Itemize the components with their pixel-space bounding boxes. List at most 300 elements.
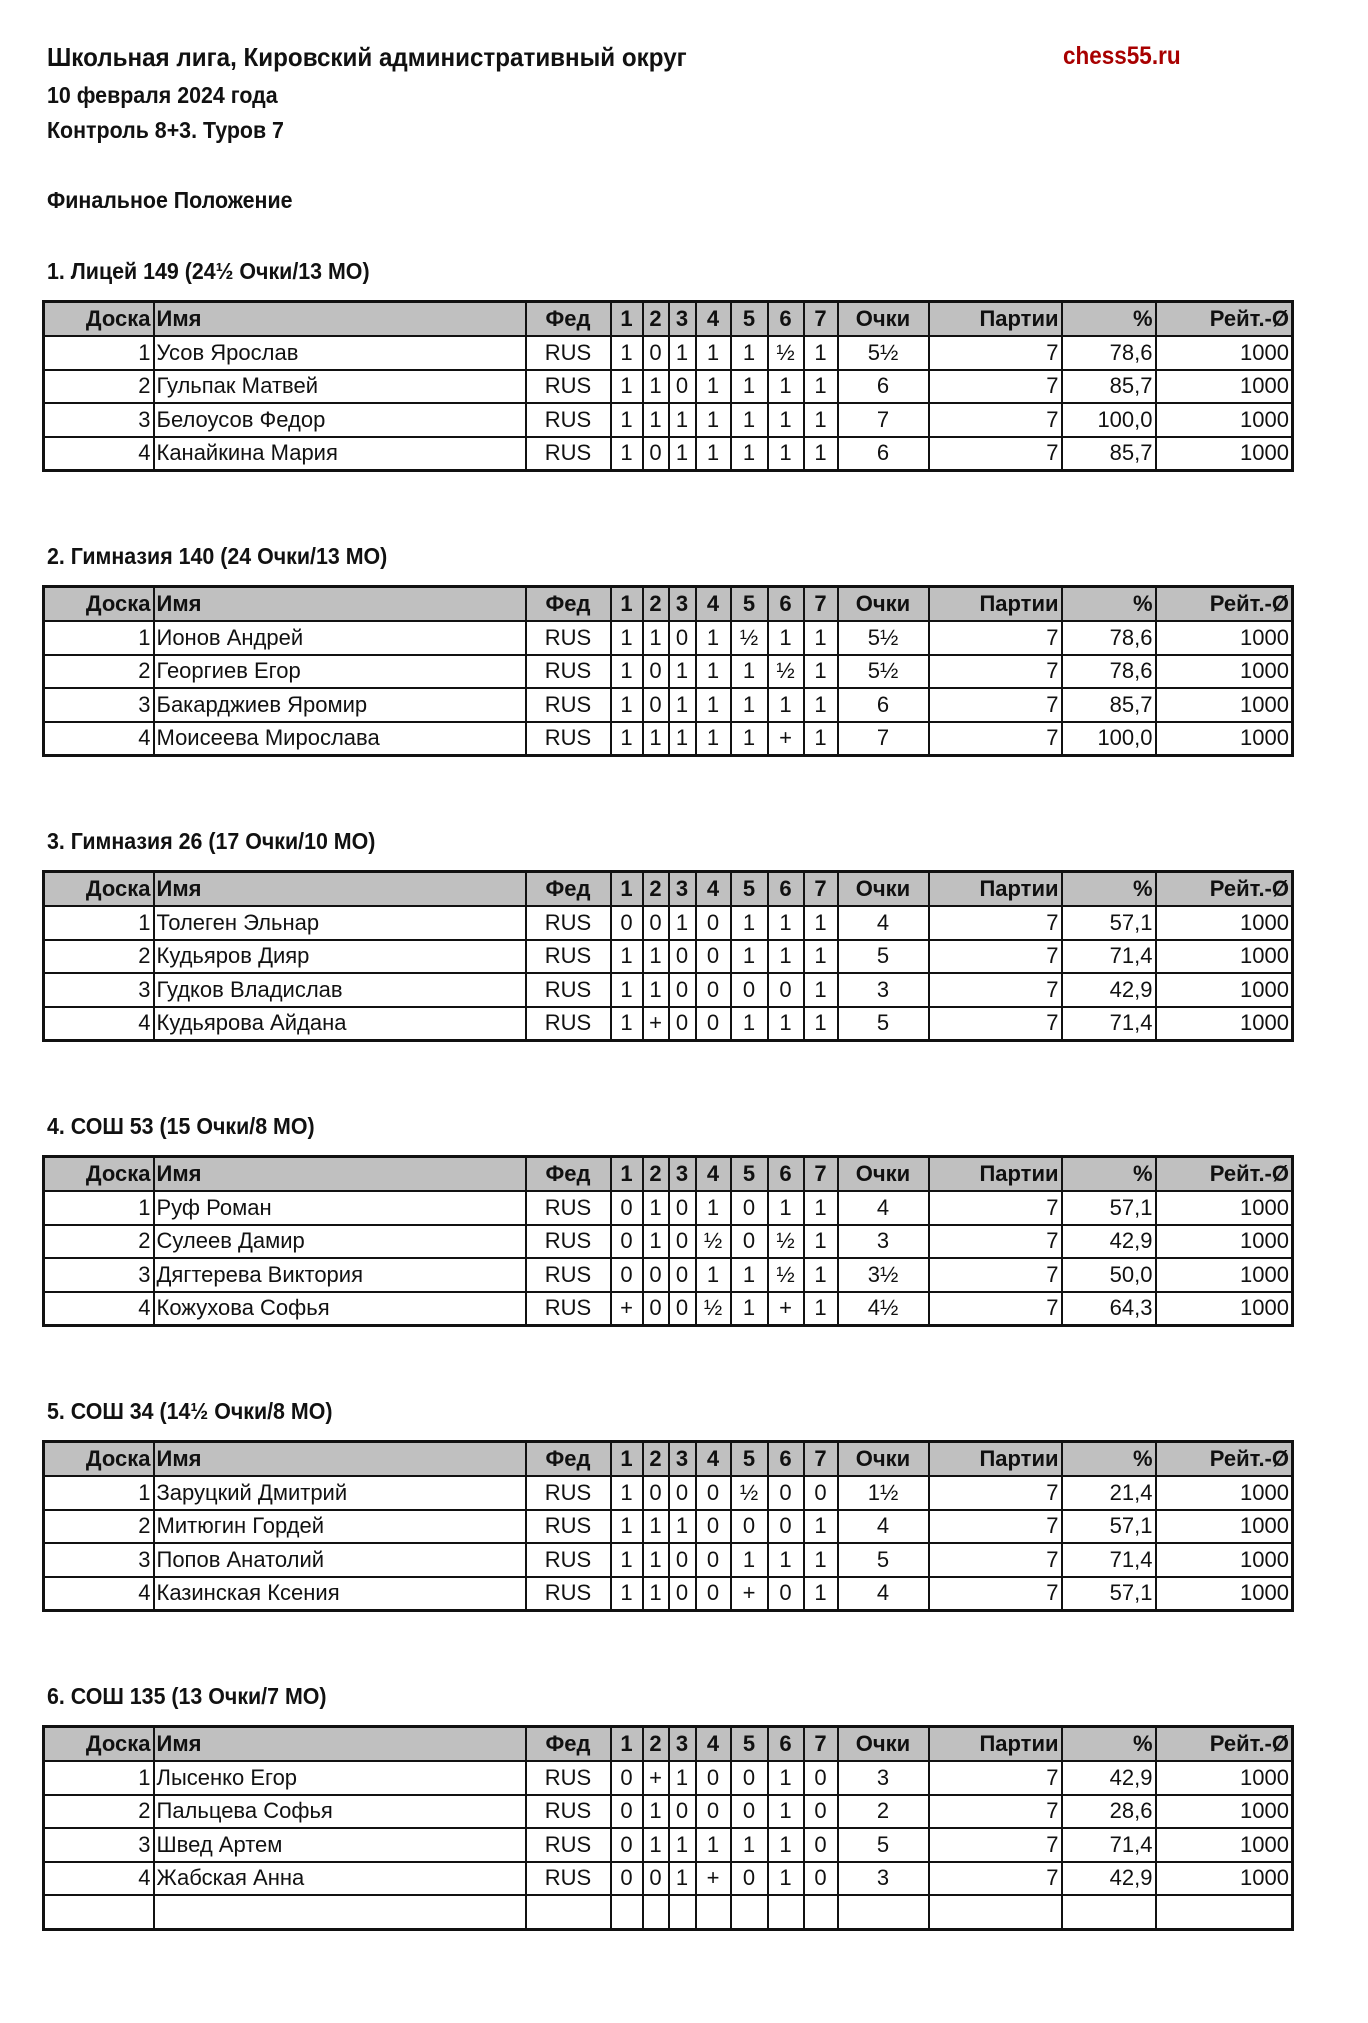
cell-federation: RUS bbox=[526, 1476, 611, 1510]
cell-round-3: 1 bbox=[669, 722, 696, 756]
cell-round-6: + bbox=[768, 1292, 804, 1326]
cell-federation: RUS bbox=[526, 1795, 611, 1829]
cell-points: 4 bbox=[838, 1191, 929, 1225]
cell-board bbox=[44, 1895, 154, 1929]
column-header-percent: % bbox=[1062, 302, 1156, 337]
cell-round-5: 1 bbox=[731, 1007, 768, 1041]
cell-round-3: 0 bbox=[669, 1258, 696, 1292]
cell-round-2: + bbox=[643, 1007, 669, 1041]
cell-rating-avg: 1000 bbox=[1156, 621, 1293, 655]
cell-round-7: 0 bbox=[804, 1795, 838, 1829]
column-header-round-7: 7 bbox=[804, 302, 838, 337]
column-header-federation: Фед bbox=[526, 1442, 611, 1477]
cell-round-5: ½ bbox=[731, 1476, 768, 1510]
cell-round-1 bbox=[611, 1895, 643, 1929]
cell-board: 3 bbox=[44, 403, 154, 437]
column-header-round-5: 5 bbox=[731, 1157, 768, 1192]
column-header-round-2: 2 bbox=[643, 587, 669, 622]
cell-round-6: ½ bbox=[768, 1258, 804, 1292]
cell-name: Ионов Андрей bbox=[154, 621, 526, 655]
column-header-board: Доска bbox=[44, 587, 154, 622]
cell-rating-avg: 1000 bbox=[1156, 906, 1293, 940]
cell-round-7: 0 bbox=[804, 1828, 838, 1862]
cell-board: 3 bbox=[44, 973, 154, 1007]
cell-round-1: 1 bbox=[611, 655, 643, 689]
cell-round-4: ½ bbox=[696, 1292, 731, 1326]
cell-federation: RUS bbox=[526, 1191, 611, 1225]
table-row bbox=[44, 906, 1293, 940]
cell-points: 3 bbox=[838, 1761, 929, 1795]
column-header-round-2: 2 bbox=[643, 1442, 669, 1477]
cell-round-7: 1 bbox=[804, 1258, 838, 1292]
cell-round-6 bbox=[768, 1895, 804, 1929]
cell-percent: 85,7 bbox=[1062, 370, 1156, 404]
cell-board: 2 bbox=[44, 1795, 154, 1829]
cell-points: 3½ bbox=[838, 1258, 929, 1292]
cell-round-7: 0 bbox=[804, 1476, 838, 1510]
cell-rating-avg: 1000 bbox=[1156, 1258, 1293, 1292]
cell-board: 3 bbox=[44, 1258, 154, 1292]
cell-round-6: + bbox=[768, 722, 804, 756]
page-title: Школьная лига, Кировский административный округ bbox=[47, 42, 687, 72]
cell-name: Попов Анатолий bbox=[154, 1543, 526, 1577]
cell-round-3: 0 bbox=[669, 1543, 696, 1577]
cell-round-6: 0 bbox=[768, 1510, 804, 1544]
cell-rating-avg: 1000 bbox=[1156, 940, 1293, 974]
cell-federation: RUS bbox=[526, 1292, 611, 1326]
cell-federation: RUS bbox=[526, 437, 611, 471]
column-header-points: Очки bbox=[838, 587, 929, 622]
cell-round-1: 1 bbox=[611, 403, 643, 437]
cell-round-7: 1 bbox=[804, 1292, 838, 1326]
team-section bbox=[0, 258, 1368, 546]
cell-round-1: 1 bbox=[611, 1510, 643, 1544]
event-date: 10 февраля 2024 года bbox=[47, 82, 278, 108]
cell-round-3: 0 bbox=[669, 1795, 696, 1829]
cell-percent: 57,1 bbox=[1062, 1510, 1156, 1544]
column-header-board: Доска bbox=[44, 302, 154, 337]
cell-round-2: 1 bbox=[643, 940, 669, 974]
cell-name: Гульпак Матвей bbox=[154, 370, 526, 404]
cell-rating-avg: 1000 bbox=[1156, 1225, 1293, 1259]
cell-round-7: 0 bbox=[804, 1862, 838, 1896]
cell-round-3: 1 bbox=[669, 655, 696, 689]
cell-federation: RUS bbox=[526, 940, 611, 974]
cell-rating-avg: 1000 bbox=[1156, 1761, 1293, 1795]
table-row bbox=[44, 336, 1293, 370]
cell-round-5: 1 bbox=[731, 655, 768, 689]
cell-round-3 bbox=[669, 1895, 696, 1929]
cell-name: Канайкина Мария bbox=[154, 437, 526, 471]
cell-rating-avg: 1000 bbox=[1156, 1292, 1293, 1326]
cell-games: 7 bbox=[929, 688, 1062, 722]
cell-points: 1½ bbox=[838, 1476, 929, 1510]
cell-board: 2 bbox=[44, 1510, 154, 1544]
column-header-rating-avg: Рейт.-Ø bbox=[1156, 587, 1293, 622]
cell-round-7: 1 bbox=[804, 1191, 838, 1225]
cell-round-7: 1 bbox=[804, 621, 838, 655]
table-row bbox=[44, 403, 1293, 437]
cell-board: 2 bbox=[44, 655, 154, 689]
cell-round-3: 1 bbox=[669, 1761, 696, 1795]
cell-percent: 100,0 bbox=[1062, 403, 1156, 437]
column-header-round-2: 2 bbox=[643, 302, 669, 337]
cell-name: Моисеева Мирослава bbox=[154, 722, 526, 756]
cell-games: 7 bbox=[929, 1292, 1062, 1326]
table-header-row bbox=[44, 1157, 1293, 1192]
column-header-round-6: 6 bbox=[768, 872, 804, 907]
cell-round-7: 1 bbox=[804, 973, 838, 1007]
cell-round-1: 1 bbox=[611, 1476, 643, 1510]
column-header-round-7: 7 bbox=[804, 1442, 838, 1477]
cell-round-3: 0 bbox=[669, 973, 696, 1007]
cell-round-2: 1 bbox=[643, 621, 669, 655]
cell-round-6: 1 bbox=[768, 370, 804, 404]
cell-round-7: 1 bbox=[804, 1007, 838, 1041]
cell-games: 7 bbox=[929, 437, 1062, 471]
column-header-federation: Фед bbox=[526, 1727, 611, 1762]
cell-round-5: + bbox=[731, 1577, 768, 1611]
column-header-percent: % bbox=[1062, 1157, 1156, 1192]
cell-games: 7 bbox=[929, 655, 1062, 689]
column-header-games: Партии bbox=[929, 872, 1062, 907]
column-header-round-7: 7 bbox=[804, 1157, 838, 1192]
cell-board: 3 bbox=[44, 688, 154, 722]
cell-points: 7 bbox=[838, 403, 929, 437]
table-header-row bbox=[44, 1727, 1293, 1762]
cell-games: 7 bbox=[929, 940, 1062, 974]
cell-round-6: ½ bbox=[768, 336, 804, 370]
cell-board: 1 bbox=[44, 1191, 154, 1225]
cell-name: Пальцева Софья bbox=[154, 1795, 526, 1829]
table-row bbox=[44, 1292, 1293, 1326]
cell-rating-avg: 1000 bbox=[1156, 655, 1293, 689]
column-header-round-6: 6 bbox=[768, 1442, 804, 1477]
table-row bbox=[44, 722, 1293, 756]
cell-round-3: 1 bbox=[669, 688, 696, 722]
column-header-round-3: 3 bbox=[669, 587, 696, 622]
cell-points: 6 bbox=[838, 370, 929, 404]
column-header-round-4: 4 bbox=[696, 1442, 731, 1477]
column-header-percent: % bbox=[1062, 1727, 1156, 1762]
cell-percent: 85,7 bbox=[1062, 437, 1156, 471]
cell-round-2: 1 bbox=[643, 973, 669, 1007]
cell-percent: 78,6 bbox=[1062, 621, 1156, 655]
table-row bbox=[44, 1577, 1293, 1611]
cell-round-6: 1 bbox=[768, 906, 804, 940]
cell-board: 4 bbox=[44, 1862, 154, 1896]
table-row bbox=[44, 1510, 1293, 1544]
cell-round-4: 1 bbox=[696, 403, 731, 437]
column-header-points: Очки bbox=[838, 1442, 929, 1477]
cell-round-5: 0 bbox=[731, 1510, 768, 1544]
cell-round-2: 0 bbox=[643, 688, 669, 722]
column-header-federation: Фед bbox=[526, 1157, 611, 1192]
column-header-name: Имя bbox=[154, 587, 526, 622]
column-header-round-6: 6 bbox=[768, 302, 804, 337]
cell-federation: RUS bbox=[526, 1828, 611, 1862]
column-header-round-3: 3 bbox=[669, 302, 696, 337]
column-header-round-4: 4 bbox=[696, 1157, 731, 1192]
cell-percent: 78,6 bbox=[1062, 655, 1156, 689]
cell-round-5: 1 bbox=[731, 1828, 768, 1862]
column-header-points: Очки bbox=[838, 1157, 929, 1192]
cell-round-6: 0 bbox=[768, 1577, 804, 1611]
cell-round-6: 1 bbox=[768, 688, 804, 722]
cell-games: 7 bbox=[929, 1828, 1062, 1862]
column-header-round-3: 3 bbox=[669, 1157, 696, 1192]
cell-round-3: 0 bbox=[669, 1292, 696, 1326]
column-header-games: Партии bbox=[929, 1727, 1062, 1762]
column-header-rating-avg: Рейт.-Ø bbox=[1156, 872, 1293, 907]
cell-games: 7 bbox=[929, 1543, 1062, 1577]
cell-round-3: 0 bbox=[669, 621, 696, 655]
cell-games: 7 bbox=[929, 370, 1062, 404]
cell-federation: RUS bbox=[526, 655, 611, 689]
cell-points: 4 bbox=[838, 1510, 929, 1544]
cell-round-4: 1 bbox=[696, 370, 731, 404]
cell-name: Митюгин Гордей bbox=[154, 1510, 526, 1544]
column-header-name: Имя bbox=[154, 1442, 526, 1477]
cell-percent: 57,1 bbox=[1062, 1577, 1156, 1611]
table-row bbox=[44, 1543, 1293, 1577]
cell-rating-avg bbox=[1156, 1895, 1293, 1929]
column-header-points: Очки bbox=[838, 1727, 929, 1762]
cell-name: Кудьяров Дияр bbox=[154, 940, 526, 974]
cell-games: 7 bbox=[929, 336, 1062, 370]
standings-subtitle: Финальное Положение bbox=[47, 187, 293, 213]
team-heading: 3. Гимназия 26 (17 Очки/10 МО) bbox=[47, 828, 376, 854]
team-heading: 5. СОШ 34 (14½ Очки/8 МО) bbox=[47, 1398, 333, 1424]
cell-round-4: 1 bbox=[696, 722, 731, 756]
cell-points: 4 bbox=[838, 1577, 929, 1611]
column-header-rating-avg: Рейт.-Ø bbox=[1156, 1442, 1293, 1477]
cell-federation: RUS bbox=[526, 722, 611, 756]
cell-round-3: 0 bbox=[669, 1191, 696, 1225]
cell-round-7: 1 bbox=[804, 1225, 838, 1259]
cell-federation: RUS bbox=[526, 1577, 611, 1611]
column-header-rating-avg: Рейт.-Ø bbox=[1156, 1157, 1293, 1192]
column-header-points: Очки bbox=[838, 872, 929, 907]
cell-board: 2 bbox=[44, 370, 154, 404]
cell-federation: RUS bbox=[526, 973, 611, 1007]
cell-percent: 78,6 bbox=[1062, 336, 1156, 370]
cell-percent: 42,9 bbox=[1062, 973, 1156, 1007]
column-header-round-1: 1 bbox=[611, 1727, 643, 1762]
cell-round-4: 0 bbox=[696, 1761, 731, 1795]
cell-round-5: 1 bbox=[731, 688, 768, 722]
cell-round-2: 1 bbox=[643, 403, 669, 437]
cell-round-6: 1 bbox=[768, 437, 804, 471]
cell-percent: 57,1 bbox=[1062, 906, 1156, 940]
cell-points: 5 bbox=[838, 1007, 929, 1041]
column-header-games: Партии bbox=[929, 302, 1062, 337]
cell-points: 5½ bbox=[838, 655, 929, 689]
cell-rating-avg: 1000 bbox=[1156, 722, 1293, 756]
table-row bbox=[44, 621, 1293, 655]
column-header-round-3: 3 bbox=[669, 1727, 696, 1762]
cell-name: Белоусов Федор bbox=[154, 403, 526, 437]
column-header-board: Доска bbox=[44, 1442, 154, 1477]
cell-points: 7 bbox=[838, 722, 929, 756]
cell-round-4: 0 bbox=[696, 906, 731, 940]
cell-name: Швед Артем bbox=[154, 1828, 526, 1862]
team-section bbox=[0, 1683, 1368, 1971]
team-section bbox=[0, 543, 1368, 831]
cell-games bbox=[929, 1895, 1062, 1929]
column-header-name: Имя bbox=[154, 1157, 526, 1192]
cell-round-4: 1 bbox=[696, 621, 731, 655]
cell-rating-avg: 1000 bbox=[1156, 1828, 1293, 1862]
cell-round-1: 0 bbox=[611, 1191, 643, 1225]
cell-round-2: + bbox=[643, 1761, 669, 1795]
cell-points: 3 bbox=[838, 1862, 929, 1896]
cell-round-1: 1 bbox=[611, 973, 643, 1007]
cell-rating-avg: 1000 bbox=[1156, 1476, 1293, 1510]
cell-name: Казинская Ксения bbox=[154, 1577, 526, 1611]
cell-round-6: 1 bbox=[768, 1795, 804, 1829]
cell-games: 7 bbox=[929, 1258, 1062, 1292]
cell-percent: 71,4 bbox=[1062, 940, 1156, 974]
cell-percent: 28,6 bbox=[1062, 1795, 1156, 1829]
cell-round-2: 0 bbox=[643, 655, 669, 689]
column-header-games: Партии bbox=[929, 1157, 1062, 1192]
cell-round-2: 1 bbox=[643, 1795, 669, 1829]
cell-rating-avg: 1000 bbox=[1156, 1007, 1293, 1041]
team-heading: 2. Гимназия 140 (24 Очки/13 МО) bbox=[47, 543, 388, 569]
cell-round-2: 0 bbox=[643, 336, 669, 370]
cell-name: Бакарджиев Яромир bbox=[154, 688, 526, 722]
cell-rating-avg: 1000 bbox=[1156, 336, 1293, 370]
cell-rating-avg: 1000 bbox=[1156, 403, 1293, 437]
cell-round-5: 1 bbox=[731, 940, 768, 974]
cell-round-5: 1 bbox=[731, 336, 768, 370]
team-table bbox=[42, 870, 1294, 1042]
cell-round-2: 1 bbox=[643, 722, 669, 756]
table-row bbox=[44, 1476, 1293, 1510]
cell-name: Лысенко Егор bbox=[154, 1761, 526, 1795]
cell-round-5: 1 bbox=[731, 1543, 768, 1577]
cell-round-2 bbox=[643, 1895, 669, 1929]
cell-name: Дягтерева Виктория bbox=[154, 1258, 526, 1292]
table-header-row bbox=[44, 872, 1293, 907]
cell-round-1: 1 bbox=[611, 1007, 643, 1041]
column-header-round-6: 6 bbox=[768, 1727, 804, 1762]
cell-round-1: 0 bbox=[611, 906, 643, 940]
cell-board: 1 bbox=[44, 906, 154, 940]
cell-round-3: 0 bbox=[669, 370, 696, 404]
cell-round-7: 1 bbox=[804, 655, 838, 689]
cell-rating-avg: 1000 bbox=[1156, 1543, 1293, 1577]
column-header-round-5: 5 bbox=[731, 302, 768, 337]
cell-round-5: ½ bbox=[731, 621, 768, 655]
cell-points: 5 bbox=[838, 940, 929, 974]
column-header-rating-avg: Рейт.-Ø bbox=[1156, 1727, 1293, 1762]
column-header-round-4: 4 bbox=[696, 872, 731, 907]
cell-round-7: 1 bbox=[804, 370, 838, 404]
column-header-points: Очки bbox=[838, 302, 929, 337]
column-header-round-1: 1 bbox=[611, 872, 643, 907]
cell-points: 5 bbox=[838, 1828, 929, 1862]
cell-percent: 71,4 bbox=[1062, 1828, 1156, 1862]
cell-round-4: ½ bbox=[696, 1225, 731, 1259]
cell-round-3: 0 bbox=[669, 940, 696, 974]
cell-round-2: 0 bbox=[643, 1292, 669, 1326]
cell-round-4: + bbox=[696, 1862, 731, 1896]
cell-round-1: 1 bbox=[611, 370, 643, 404]
cell-round-4: 1 bbox=[696, 437, 731, 471]
cell-round-5: 0 bbox=[731, 1795, 768, 1829]
column-header-federation: Фед bbox=[526, 587, 611, 622]
cell-round-1: 1 bbox=[611, 336, 643, 370]
cell-round-2: 1 bbox=[643, 1510, 669, 1544]
team-section bbox=[0, 1113, 1368, 1401]
cell-board: 4 bbox=[44, 1292, 154, 1326]
cell-federation: RUS bbox=[526, 370, 611, 404]
cell-round-5: 0 bbox=[731, 1862, 768, 1896]
cell-round-3: 0 bbox=[669, 1476, 696, 1510]
column-header-round-4: 4 bbox=[696, 587, 731, 622]
cell-board: 1 bbox=[44, 621, 154, 655]
cell-round-5: 0 bbox=[731, 1225, 768, 1259]
cell-rating-avg: 1000 bbox=[1156, 688, 1293, 722]
cell-round-5: 0 bbox=[731, 973, 768, 1007]
cell-round-4: 1 bbox=[696, 655, 731, 689]
cell-rating-avg: 1000 bbox=[1156, 1862, 1293, 1896]
table-row bbox=[44, 688, 1293, 722]
cell-games: 7 bbox=[929, 906, 1062, 940]
cell-rating-avg: 1000 bbox=[1156, 370, 1293, 404]
column-header-federation: Фед bbox=[526, 302, 611, 337]
cell-round-1: 1 bbox=[611, 940, 643, 974]
table-row bbox=[44, 1895, 1293, 1929]
cell-board: 2 bbox=[44, 940, 154, 974]
cell-name: Жабская Анна bbox=[154, 1862, 526, 1896]
cell-round-4 bbox=[696, 1895, 731, 1929]
cell-round-2: 1 bbox=[643, 1577, 669, 1611]
column-header-name: Имя bbox=[154, 872, 526, 907]
cell-points: 5½ bbox=[838, 621, 929, 655]
cell-points: 6 bbox=[838, 437, 929, 471]
cell-round-7: 1 bbox=[804, 722, 838, 756]
column-header-percent: % bbox=[1062, 587, 1156, 622]
cell-board: 1 bbox=[44, 336, 154, 370]
column-header-round-6: 6 bbox=[768, 587, 804, 622]
cell-round-2: 0 bbox=[643, 1258, 669, 1292]
column-header-round-7: 7 bbox=[804, 587, 838, 622]
cell-federation: RUS bbox=[526, 621, 611, 655]
cell-round-4: 1 bbox=[696, 688, 731, 722]
cell-percent: 57,1 bbox=[1062, 1191, 1156, 1225]
table-row bbox=[44, 1007, 1293, 1041]
cell-points: 3 bbox=[838, 1225, 929, 1259]
cell-points: 4 bbox=[838, 906, 929, 940]
cell-round-4: 0 bbox=[696, 1795, 731, 1829]
site-link[interactable]: chess55.ru bbox=[1063, 42, 1181, 70]
cell-percent: 42,9 bbox=[1062, 1761, 1156, 1795]
cell-rating-avg: 1000 bbox=[1156, 1510, 1293, 1544]
column-header-round-5: 5 bbox=[731, 587, 768, 622]
cell-round-1: 0 bbox=[611, 1225, 643, 1259]
cell-rating-avg: 1000 bbox=[1156, 1795, 1293, 1829]
column-header-round-1: 1 bbox=[611, 1442, 643, 1477]
cell-round-6: 0 bbox=[768, 973, 804, 1007]
cell-name: Гудков Владислав bbox=[154, 973, 526, 1007]
cell-round-4: 0 bbox=[696, 1543, 731, 1577]
cell-round-6: 1 bbox=[768, 940, 804, 974]
cell-round-3: 1 bbox=[669, 403, 696, 437]
cell-round-5: 1 bbox=[731, 403, 768, 437]
